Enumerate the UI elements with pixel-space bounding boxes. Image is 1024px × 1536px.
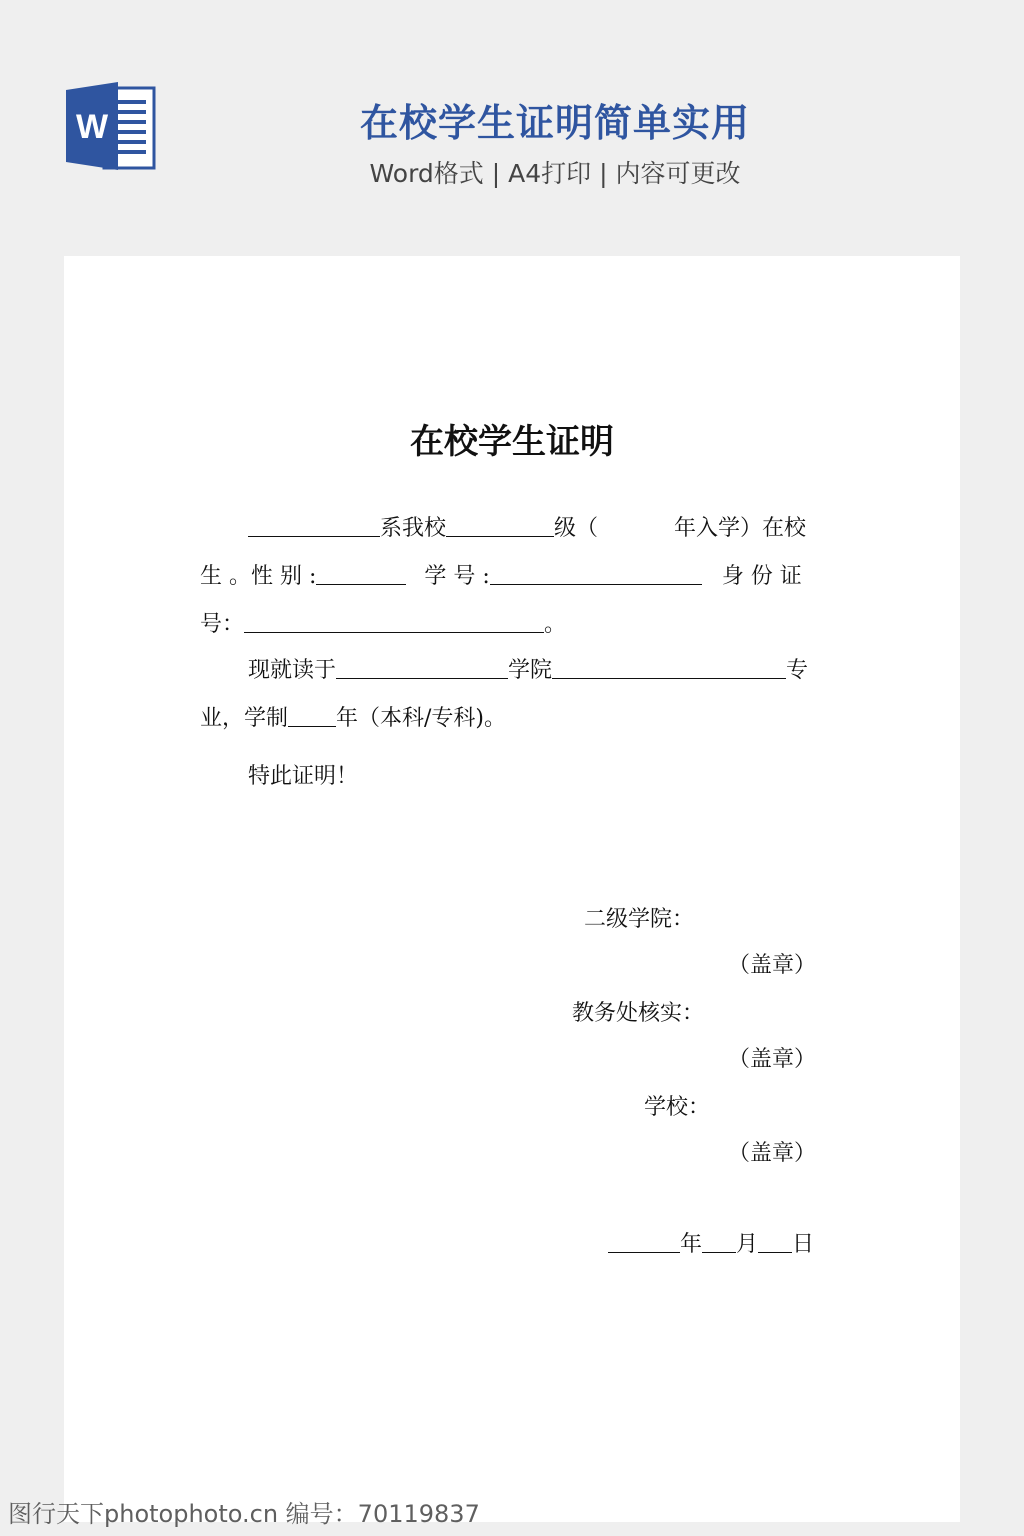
college-blank[interactable] — [336, 656, 508, 679]
school-label: 学校： — [644, 1095, 711, 1120]
year-blank[interactable] — [608, 1230, 680, 1253]
id-card-blank[interactable] — [244, 610, 544, 633]
name-blank[interactable] — [248, 514, 380, 537]
month-label: 月 — [736, 1232, 759, 1257]
document-page — [64, 256, 960, 1522]
para1-t8: 。 — [544, 612, 567, 637]
day-label: 日 — [792, 1232, 815, 1257]
para2-t5: 年（本科/专科)。 — [336, 706, 507, 731]
svg-text:W: W — [75, 108, 109, 146]
student-id-blank[interactable] — [490, 562, 702, 585]
major-blank[interactable] — [552, 656, 786, 679]
word-document-icon — [64, 80, 156, 172]
gender-blank[interactable] — [316, 562, 406, 585]
certify-line: 特此证明！ — [248, 764, 359, 789]
date-line — [608, 1230, 814, 1260]
header — [0, 0, 1024, 256]
para1-t3: 年入学）在校 — [674, 516, 807, 541]
day-blank[interactable] — [758, 1230, 792, 1253]
para2-t2: 学院 — [508, 658, 553, 683]
para2-t1: 现就读于 — [248, 658, 337, 683]
para2-t4: 业，学制 — [200, 706, 289, 731]
para1-t6: 身 份 证 — [721, 564, 802, 589]
para1-line3 — [200, 610, 566, 640]
para2-line2 — [200, 704, 506, 734]
year-label: 年 — [680, 1232, 703, 1257]
month-blank[interactable] — [702, 1230, 736, 1253]
para1-t1: 系我校 — [380, 516, 447, 541]
watermark: 图行天下photophoto.cn 编号：70119837 — [8, 1500, 480, 1528]
para2-t3: 专 — [786, 658, 809, 683]
academic-affairs-label: 教务处核实： — [572, 1001, 705, 1026]
para1-t7: 号： — [200, 612, 245, 637]
grade-blank[interactable] — [446, 514, 554, 537]
para1-line2 — [200, 562, 802, 592]
para1-t2: 级（ — [554, 516, 599, 541]
page-title: 在校学生证明简单实用 — [359, 101, 750, 145]
document-title: 在校学生证明 — [410, 422, 614, 462]
page-subtitle: Word格式 | A4打印 | 内容可更改 — [369, 159, 741, 188]
school-seal: （盖章） — [728, 1141, 817, 1166]
duration-blank[interactable] — [288, 704, 336, 727]
para1-t5: 学 号 : — [424, 564, 490, 589]
para1-t4: 生 。性 别 : — [200, 564, 317, 589]
academic-affairs-seal: （盖章） — [728, 1047, 817, 1072]
college-label: 二级学院： — [584, 907, 695, 932]
para2-line1 — [248, 656, 808, 686]
para1-line1 — [248, 514, 806, 544]
college-seal: （盖章） — [728, 953, 817, 978]
